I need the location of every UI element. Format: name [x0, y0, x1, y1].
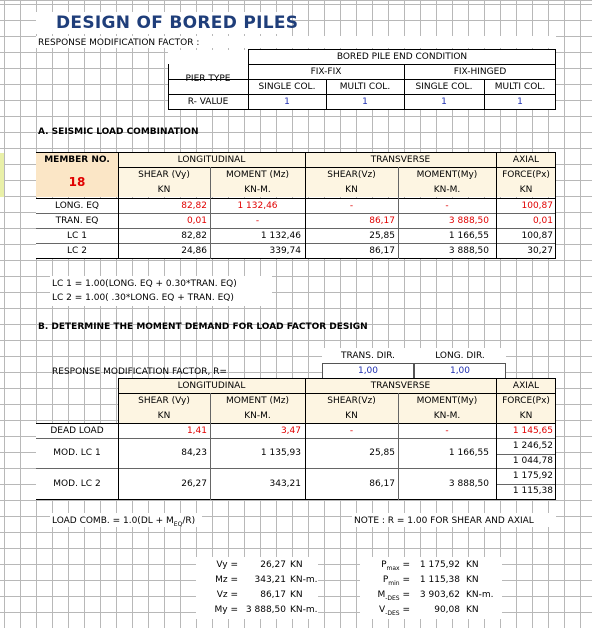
unit-knm: KN-M.	[244, 411, 271, 421]
table-cell[interactable]: 25,85	[369, 448, 395, 458]
table-cell[interactable]: 100,87	[521, 231, 553, 241]
subscript: -DES	[385, 594, 400, 602]
summary-unit: KN	[290, 590, 303, 600]
summary-unit: KN-m.	[290, 575, 318, 585]
table-cell[interactable]: 343,21	[269, 479, 301, 489]
col-header-vy: SHEAR (Vy)	[138, 170, 190, 180]
r-value-label: R- VALUE	[187, 97, 229, 107]
left-accent	[0, 153, 4, 197]
symbol: P	[382, 575, 389, 585]
summary-value: 1 175,92	[419, 560, 460, 570]
pier-col-header: SINGLE COL.	[415, 82, 473, 92]
table-cell[interactable]: 1 175,92	[512, 471, 553, 481]
summary-value: 86,17	[260, 590, 286, 600]
row-label: DEAD LOAD	[50, 426, 104, 436]
table-cell[interactable]: -	[349, 426, 354, 436]
table-cell[interactable]: 100,87	[521, 201, 553, 211]
longitudinal-header: LONGITUDINAL	[177, 381, 246, 391]
table-cell[interactable]: 3 888,50	[448, 216, 489, 226]
table-cell[interactable]: 1 132,46	[237, 201, 278, 211]
table-cell[interactable]: 1 044,78	[512, 456, 553, 466]
table-b-line	[36, 499, 556, 500]
table-cell[interactable]: 30,27	[527, 246, 553, 256]
r-value-cell[interactable]: 1	[441, 97, 447, 107]
pier-col-header: MULTI COL.	[494, 82, 546, 92]
table-cell[interactable]: 82,82	[181, 231, 207, 241]
table-cell[interactable]: 26,27	[181, 479, 207, 489]
table-cell[interactable]: 3 888,50	[448, 479, 489, 489]
table-cell[interactable]: 84,23	[181, 448, 207, 458]
member-number[interactable]: 18	[68, 175, 86, 189]
table-cell[interactable]: -	[445, 426, 449, 436]
unit-kn: KN	[157, 185, 171, 195]
table-cell[interactable]: 1 132,46	[260, 231, 301, 241]
summary-unit: KN-m.	[466, 590, 494, 600]
col-header-vz: SHEAR(Vz)	[327, 396, 376, 406]
col-header-px: FORCE(Px)	[502, 170, 550, 180]
row-label: MOD. LC 1	[53, 448, 101, 458]
equals: =	[399, 575, 410, 585]
table-cell[interactable]: 1,41	[186, 426, 207, 436]
section-b-title: B. DETERMINE THE MOMENT DEMAND FOR LOAD FACTOR DESIGN	[38, 322, 368, 332]
summary-unit: KN	[290, 560, 303, 570]
row-label: LONG. EQ	[55, 201, 99, 211]
table-cell[interactable]: 1 115,38	[512, 486, 553, 496]
unit-kn: KN	[157, 411, 171, 421]
table-b-line	[36, 438, 556, 439]
formula-lc2: LC 2 = 1.00( .30*LONG. EQ + TRAN. EQ)	[52, 293, 234, 303]
fixfix-header: FIX-FIX	[310, 67, 342, 77]
equals: =	[399, 590, 410, 600]
col-header-mz: MOMENT (Mz)	[226, 170, 289, 180]
unit-kn: KN	[345, 185, 358, 195]
table-cell[interactable]: 1 135,93	[260, 448, 301, 458]
col-header-vy: SHEAR (Vy)	[138, 396, 190, 406]
r-trans-value[interactable]: 1,00	[357, 366, 379, 376]
fixhinged-header: FIX-HINGED	[453, 67, 507, 77]
table-cell[interactable]: -	[255, 216, 260, 226]
load-comb-end: /R)	[182, 516, 196, 526]
summary-value: 3 888,50	[245, 605, 286, 615]
pier-table-line	[168, 109, 556, 110]
r-value-cell[interactable]: 1	[284, 97, 290, 107]
r-value-cell[interactable]: 1	[517, 97, 523, 107]
page-title: DESIGN OF BORED PILES	[56, 13, 299, 33]
summary-value: 3 903,62	[419, 590, 460, 600]
unit-kn: KN	[519, 185, 533, 195]
table-a-line	[36, 258, 556, 259]
rmf-label: RESPONSE MODIFICATION FACTOR :	[38, 38, 200, 48]
table-cell[interactable]: 1 166,55	[448, 448, 489, 458]
table-cell[interactable]: 3,47	[280, 426, 301, 436]
table-cell[interactable]: 339,74	[269, 246, 301, 256]
subscript: min	[388, 579, 400, 587]
summary-unit: KN-m.	[290, 605, 318, 615]
axial-header: AXIAL	[512, 155, 540, 165]
table-cell[interactable]: 1 145,65	[512, 426, 553, 436]
rmf-r-label: RESPONSE MODIFICATION FACTOR, R=	[52, 367, 227, 377]
symbol: M	[377, 590, 386, 600]
table-cell[interactable]: 3 888,50	[448, 246, 489, 256]
table-b-line	[36, 468, 556, 469]
symbol: V	[379, 605, 386, 615]
table-cell[interactable]: -	[445, 201, 449, 211]
load-comb-subscript: EQ	[173, 520, 183, 528]
table-cell[interactable]: 0,01	[186, 216, 207, 226]
col-header-vz: SHEAR(Vz)	[327, 170, 376, 180]
note-text: NOTE : R = 1.00 FOR SHEAR AND AXIAL	[354, 516, 534, 526]
pier-type-label: PIER TYPE	[185, 74, 231, 84]
table-cell[interactable]: 86,17	[369, 246, 395, 256]
r-long-value[interactable]: 1,00	[449, 366, 471, 376]
member-label: MEMBER NO.	[44, 155, 110, 165]
summary-value: 1 115,38	[419, 575, 460, 585]
table-cell[interactable]: 82,82	[181, 201, 207, 211]
subscript: max	[386, 564, 400, 572]
long-dir-label: LONG. DIR.	[435, 351, 485, 361]
summary-unit: KN	[466, 575, 479, 585]
table-cell[interactable]: 24,86	[181, 246, 207, 256]
r-value-cell[interactable]: 1	[362, 97, 368, 107]
longitudinal-header: LONGITUDINAL	[177, 155, 246, 165]
table-cell[interactable]: 86,17	[369, 479, 395, 489]
unit-kn: KN	[519, 411, 533, 421]
table-cell[interactable]: 25,85	[369, 231, 395, 241]
row-label: LC 2	[67, 246, 87, 256]
summary-unit: KN	[466, 560, 479, 570]
summary-label: Vy =	[216, 560, 238, 570]
trans-dir-label: TRANS. DIR.	[340, 351, 396, 361]
unit-kn: KN	[345, 411, 358, 421]
summary-value: 90,08	[434, 605, 460, 615]
summary-label: My =	[214, 605, 238, 615]
row-label: MOD. LC 2	[53, 479, 101, 489]
symbol: P	[381, 560, 387, 570]
summary-value: 26,27	[260, 560, 286, 570]
load-combination-formula	[52, 514, 195, 532]
formula-lc1: LC 1 = 1.00(LONG. EQ + 0.30*TRAN. EQ)	[52, 279, 237, 289]
transverse-header: TRANSVERSE	[370, 381, 431, 391]
subscript: -DES	[385, 609, 400, 617]
axial-header: AXIAL	[512, 381, 540, 391]
summary-value: 343,21	[254, 575, 286, 585]
col-header-my: MOMENT(My)	[416, 396, 478, 406]
section-a-title: A. SEISMIC LOAD COMBINATION	[38, 127, 199, 137]
row-label: LC 1	[67, 231, 87, 241]
table-cell[interactable]: 1 166,55	[448, 231, 489, 241]
row-label: TRAN. EQ	[55, 216, 99, 226]
table-cell[interactable]: -	[349, 201, 354, 211]
unit-knm: KN-M.	[244, 185, 271, 195]
col-header-px: FORCE(Px)	[502, 396, 550, 406]
col-header-my: MOMENT(My)	[416, 170, 478, 180]
table-cell[interactable]: 86,17	[369, 216, 395, 226]
equals: =	[399, 560, 410, 570]
table-cell[interactable]: 0,01	[532, 216, 553, 226]
pier-col-header: MULTI COL.	[339, 82, 391, 92]
transverse-header: TRANSVERSE	[370, 155, 431, 165]
summary-label: Mz =	[215, 575, 238, 585]
load-comb-text: LOAD COMB. = 1.0(DL + M	[52, 516, 174, 526]
unit-knm: KN-M.	[433, 411, 461, 421]
summary-label	[358, 603, 410, 621]
summary-unit: KN	[466, 605, 479, 615]
col-header-mz: MOMENT (Mz)	[226, 396, 289, 406]
pier-col-header: SINGLE COL.	[258, 82, 316, 92]
table-cell[interactable]: 1 246,52	[512, 441, 553, 451]
summary-label: Vz =	[216, 590, 238, 600]
pier-group-header: BORED PILE END CONDITION	[336, 52, 468, 62]
equals: =	[399, 605, 410, 615]
unit-knm: KN-M.	[433, 185, 461, 195]
